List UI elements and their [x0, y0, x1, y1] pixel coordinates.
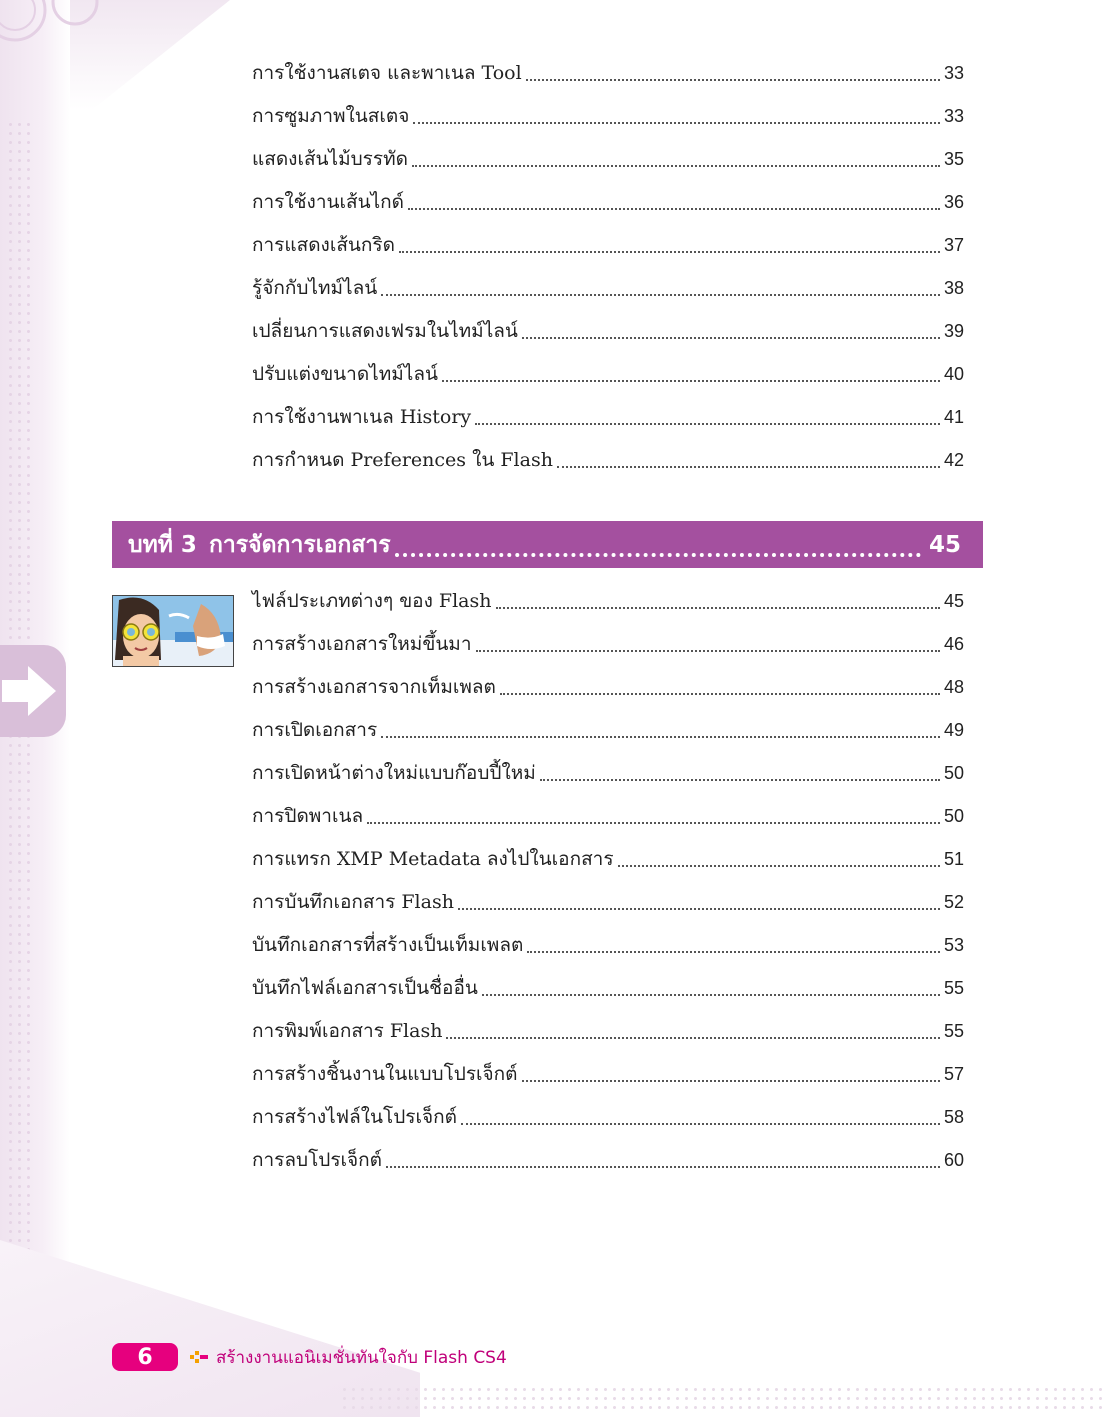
- toc-entry[interactable]: [252, 353, 964, 396]
- page-number-badge: 6: [112, 1343, 178, 1371]
- dot-leader: [618, 853, 940, 867]
- book-title: สร้างงานแอนิเมชั่นทันใจกับ Flash CS4: [216, 1347, 507, 1368]
- toc-entry[interactable]: [252, 396, 964, 439]
- dot-leader: [557, 454, 940, 468]
- toc-entry[interactable]: [252, 1010, 964, 1053]
- toc-entry-title: การสร้างไฟล์ในโปรเจ็กต์: [252, 1106, 457, 1128]
- bottom-dot-pattern: [340, 1385, 1102, 1411]
- dot-leader: [408, 196, 940, 210]
- toc-entry[interactable]: [252, 1053, 964, 1096]
- toc-entry[interactable]: [252, 1139, 964, 1182]
- toc-section-a: [252, 52, 964, 482]
- toc-entry-title: การพิมพ์เอกสาร Flash: [252, 1020, 443, 1042]
- toc-entry-page: 58: [943, 1107, 964, 1127]
- page-footer: [112, 1342, 507, 1372]
- toc-entry-title: การใช้งานเส้นไกด์: [252, 191, 404, 213]
- toc-entry-page: 55: [943, 1021, 964, 1041]
- toc-entry-title: การซูมภาพในสเตจ: [252, 105, 410, 127]
- dot-leader: [540, 767, 940, 781]
- dot-leader: [482, 982, 940, 996]
- toc-entry-page: 39: [943, 321, 964, 341]
- toc-entry-title: การกำหนด Preferences ใน Flash: [252, 449, 553, 471]
- toc-entry[interactable]: [252, 224, 964, 267]
- toc-entry-page: 33: [943, 63, 964, 83]
- toc-entry-page: 55: [943, 978, 964, 998]
- toc-entry-page: 51: [943, 849, 964, 869]
- chapter-thumbnail-image: [112, 595, 234, 667]
- toc-entry-title: การสร้างชิ้นงานในแบบโปรเจ็กต์: [252, 1063, 518, 1085]
- arrow-right-icon: [0, 662, 60, 720]
- toc-entry-page: 57: [943, 1064, 964, 1084]
- circles-decoration: [0, 0, 140, 60]
- toc-entry[interactable]: [252, 623, 964, 666]
- chapter-dot-leader: [395, 543, 921, 557]
- dot-leader: [500, 681, 940, 695]
- toc-entry[interactable]: [252, 752, 964, 795]
- toc-entry[interactable]: [252, 52, 964, 95]
- toc-entry[interactable]: [252, 439, 964, 482]
- dot-leader: [526, 67, 940, 81]
- toc-entry-title: การใช้งานสเตจ และพาเนล Tool: [252, 62, 522, 84]
- toc-entry[interactable]: [252, 138, 964, 181]
- toc-entry-page: 52: [943, 892, 964, 912]
- toc-entry-page: 60: [943, 1150, 964, 1170]
- toc-entry-page: 38: [943, 278, 964, 298]
- toc-entry-page: 53: [943, 935, 964, 955]
- toc-entry[interactable]: [252, 310, 964, 353]
- dot-leader: [446, 1025, 940, 1039]
- toc-entry[interactable]: [252, 795, 964, 838]
- dot-leader: [399, 239, 940, 253]
- toc-entry[interactable]: [252, 580, 964, 623]
- toc-entry-title: การสร้างเอกสารใหม่ขึ้นมา: [252, 633, 472, 655]
- chevron-bullet-icon: [190, 1348, 210, 1366]
- dot-leader: [413, 110, 940, 124]
- toc-entry-title: การเปิดหน้าต่างใหม่แบบก๊อบปี้ใหม่: [252, 762, 536, 784]
- toc-entry-page: 46: [943, 634, 964, 654]
- toc-entry-page: 48: [943, 677, 964, 697]
- dot-leader: [386, 1154, 940, 1168]
- toc-entry-title: การแทรก XMP Metadata ลงไปในเอกสาร: [252, 848, 614, 870]
- toc-entry-title: การเปิดเอกสาร: [252, 719, 378, 741]
- toc-entry-title: การแสดงเส้นกริด: [252, 234, 395, 256]
- toc-entry-title: การลบโปรเจ็กต์: [252, 1149, 383, 1171]
- toc-entry-title: การปิดพาเนล: [252, 805, 364, 827]
- toc-entry-title: การสร้างเอกสารจากเท็มเพลต: [252, 676, 496, 698]
- dot-leader: [458, 896, 940, 910]
- toc-entry[interactable]: [252, 924, 964, 967]
- toc-entry-page: 50: [943, 806, 964, 826]
- dot-leader: [367, 810, 940, 824]
- chapter-title: การจัดการเอกสาร: [208, 531, 391, 558]
- left-dot-pattern: [6, 120, 32, 1370]
- toc-entry[interactable]: [252, 1096, 964, 1139]
- dot-leader: [476, 638, 940, 652]
- toc-entry[interactable]: [252, 709, 964, 752]
- chapter-label: บทที่ 3: [128, 531, 197, 558]
- toc-entry[interactable]: [252, 881, 964, 924]
- toc-entry-title: แสดงเส้นไม้บรรทัด: [252, 148, 408, 170]
- toc-entry-title: บันทึกไฟล์เอกสารเป็นชื่ออื่น: [252, 977, 478, 999]
- toc-entry-title: เปลี่ยนการแสดงเฟรมในไทม์ไลน์: [252, 320, 518, 342]
- toc-section-b: [252, 580, 964, 1182]
- dot-leader: [522, 325, 940, 339]
- dot-leader: [527, 939, 940, 953]
- dot-leader: [475, 411, 940, 425]
- toc-entry[interactable]: [252, 967, 964, 1010]
- toc-entry-page: 37: [943, 235, 964, 255]
- toc-entry-page: 36: [943, 192, 964, 212]
- toc-entry-page: 40: [943, 364, 964, 384]
- toc-entry-title: การบันทึกเอกสาร Flash: [252, 891, 454, 913]
- dot-leader: [442, 368, 940, 382]
- toc-entry-page: 45: [943, 591, 964, 611]
- dot-leader: [522, 1068, 940, 1082]
- toc-entry-page: 35: [943, 149, 964, 169]
- chapter-page-number: 45: [928, 531, 961, 558]
- toc-entry-page: 49: [943, 720, 964, 740]
- toc-entry-page: 42: [943, 450, 964, 470]
- toc-entry-title: การใช้งานพาเนล History: [252, 406, 472, 428]
- dot-leader: [381, 282, 940, 296]
- toc-entry-page: 41: [943, 407, 964, 427]
- toc-entry-page: 33: [943, 106, 964, 126]
- toc-entry[interactable]: [252, 181, 964, 224]
- dot-leader: [381, 724, 940, 738]
- toc-entry[interactable]: [252, 95, 964, 138]
- toc-entry-title: รู้จักกับไทม์ไลน์: [252, 277, 378, 299]
- toc-entry[interactable]: [252, 666, 964, 709]
- dot-leader: [461, 1111, 940, 1125]
- chapter-heading-bar[interactable]: [112, 521, 983, 568]
- toc-entry-title: ไฟล์ประเภทต่างๆ ของ Flash: [252, 590, 492, 612]
- toc-entry-title: ปรับแต่งขนาดไทม์ไลน์: [252, 363, 438, 385]
- toc-entry-page: 50: [943, 763, 964, 783]
- toc-entry-title: บันทึกเอกสารที่สร้างเป็นเท็มเพลต: [252, 934, 524, 956]
- toc-entry[interactable]: [252, 838, 964, 881]
- dot-leader: [412, 153, 940, 167]
- toc-entry[interactable]: [252, 267, 964, 310]
- dot-leader: [496, 595, 940, 609]
